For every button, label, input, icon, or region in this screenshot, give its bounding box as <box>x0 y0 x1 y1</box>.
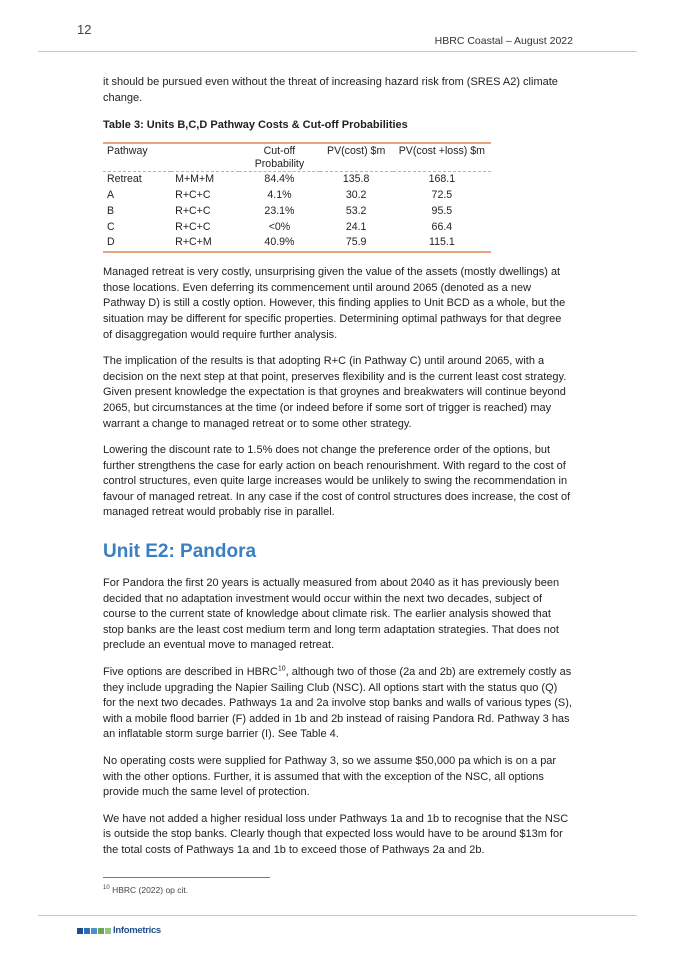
table-row <box>103 188 491 204</box>
table-caption: Table 3: Units B,C,D Pathway Costs & Cut-off Probabilities <box>103 119 408 132</box>
logo-square <box>98 928 104 934</box>
table-cell: 84.4% <box>264 173 295 186</box>
column-header: Cut-off Probability <box>239 143 319 172</box>
header-title: HBRC Coastal – August 2022 <box>434 35 573 47</box>
table-cell: 75.9 <box>320 235 393 252</box>
footnote-reference[interactable]: 10 <box>277 665 286 673</box>
table-cell: 95.5 <box>431 204 453 217</box>
table-cell: R+C+C <box>175 188 211 201</box>
table-row <box>103 172 491 188</box>
logo-square <box>84 928 90 934</box>
footer-divider <box>38 915 637 916</box>
table-cell: 24.1 <box>345 220 367 233</box>
column-header <box>171 143 239 172</box>
table-cell: 168.1 <box>428 173 456 186</box>
table-cell: R+C+M <box>171 235 239 252</box>
column-header: PV(cost) $m <box>320 143 393 172</box>
table-cell: R+C+C <box>175 220 211 233</box>
table-cell: 66.4 <box>431 220 453 233</box>
table-cell: D <box>103 235 171 252</box>
table-cell: R+C+C <box>175 204 211 217</box>
logo-square <box>77 928 83 934</box>
pathway-costs-table <box>103 142 491 253</box>
footnote <box>103 885 188 895</box>
table-cell: 4.1% <box>267 188 292 201</box>
table-cell: A <box>107 188 115 201</box>
table-row <box>103 220 491 236</box>
table-cell: 23.1% <box>264 204 295 217</box>
table-cell: M+M+M <box>175 173 215 186</box>
body-paragraph: Lowering the discount rate to 1.5% does not change the preference order of the options, but further strengthens the case for early action on beach renourishment. With regard to the cost of control structures, even quite large increases would be unlikely to swing the recommendation in favour of managed retreat. In any case if the cost of control structures does increase, the cost of managed retreat would probably rise in parallel. <box>103 444 571 519</box>
table-cell: 53.2 <box>345 204 367 217</box>
footnote-text: HBRC (2022) op cit. <box>112 885 189 895</box>
table-cell: 30.2 <box>345 188 367 201</box>
table-cell: <0% <box>268 220 291 233</box>
page-body <box>103 75 573 870</box>
page-number: 12 <box>77 22 92 37</box>
body-paragraph <box>103 665 573 743</box>
column-header: PV(cost +loss) $m <box>393 143 491 172</box>
table-header-row <box>103 143 491 172</box>
infometrics-logo <box>77 925 161 936</box>
body-paragraph: No operating costs were supplied for Pathway 3, so we assume $50,000 pa which is on a par with the other options. Further, it is assumed that with the exception of the NSC, all options provide much the same level of protection. <box>103 755 557 799</box>
paragraph-text: Five options are described in HBRC <box>103 666 278 679</box>
intro-paragraph: it should be pursued even without the threat of increasing hazard risk from (SRES A2) climate change. <box>103 76 558 104</box>
header-divider <box>38 51 637 52</box>
table-cell: B <box>107 204 115 217</box>
body-paragraph: For Pandora the first 20 years is actually measured from about 2040 as it has previously been decided that no adaptation investment would occur within the next two decades, subject of course to the current state of knowledge about climate risk. The earlier analysis showed that stop banks are the least cost medium term and long term adaptation strategies. That does not preclude an eventual move to managed retreat. <box>103 577 560 652</box>
body-paragraph: The implication of the results is that adopting R+C (in Pathway C) until around 2065, with a decision on the next step at that point, preserves flexibility and is the current least cost strategy. Given present knowledge the expectation is that groynes and breakwaters will continue beyond 2065, but circumstances at the time (or indeed before if some sort of trigger is reached) may warrant a change to managed retreat or to some other strategy. <box>103 355 567 430</box>
table-cell: 40.9% <box>239 235 319 252</box>
table-row <box>103 204 491 220</box>
logo-text: Infometrics <box>113 925 161 936</box>
table-cell: 115.1 <box>393 235 491 252</box>
body-paragraph: Managed retreat is very costly, unsurprising given the value of the assets (mostly dwellings) at those locations. Even deferring its commencement until around 2065 (denoted as a new Pathway D) is still a costly option. However, this finding applies to Unit BCD as a whole, but the situation may be different for specific properties. Determining optimal pathways for that degree of disaggregation would require further analysis. <box>103 266 566 341</box>
section-heading: Unit E2: Pandora <box>103 541 257 563</box>
footnote-divider <box>103 877 270 878</box>
paragraph-text: , although two of those (2a and 2b) are extremely costly as they include upgrading the Napier Sailing Club (NSC). All options start with the status quo (Q) for the next two decades. Pathways 1a and 2a involve stop banks and walls of various types (S), with a mobile flood barrier (F) added in 1b and 2b instead of raising Pandora Rd. Pathway 3 has an inflatable storm surge barrier (I). See Table 4. <box>103 666 572 741</box>
table-row <box>103 235 491 252</box>
logo-square <box>91 928 97 934</box>
table-cell: C <box>107 220 115 233</box>
body-paragraph: We have not added a higher residual loss under Pathways 1a and 1b to recognise that the NSC is outside the stop banks. Clearly though that expected loss would have to be around $13m for the total costs of Pathways 1a and 1b to exceed those of Pathways 2a and 2b. <box>103 812 569 856</box>
logo-square <box>105 928 111 934</box>
footnote-number: 10 <box>103 885 110 892</box>
table-cell: 72.5 <box>431 188 453 201</box>
table-cell: 135.8 <box>342 173 370 186</box>
logo-mark <box>77 928 111 934</box>
column-header: Pathway <box>103 143 171 172</box>
table-cell: Retreat <box>107 173 142 186</box>
